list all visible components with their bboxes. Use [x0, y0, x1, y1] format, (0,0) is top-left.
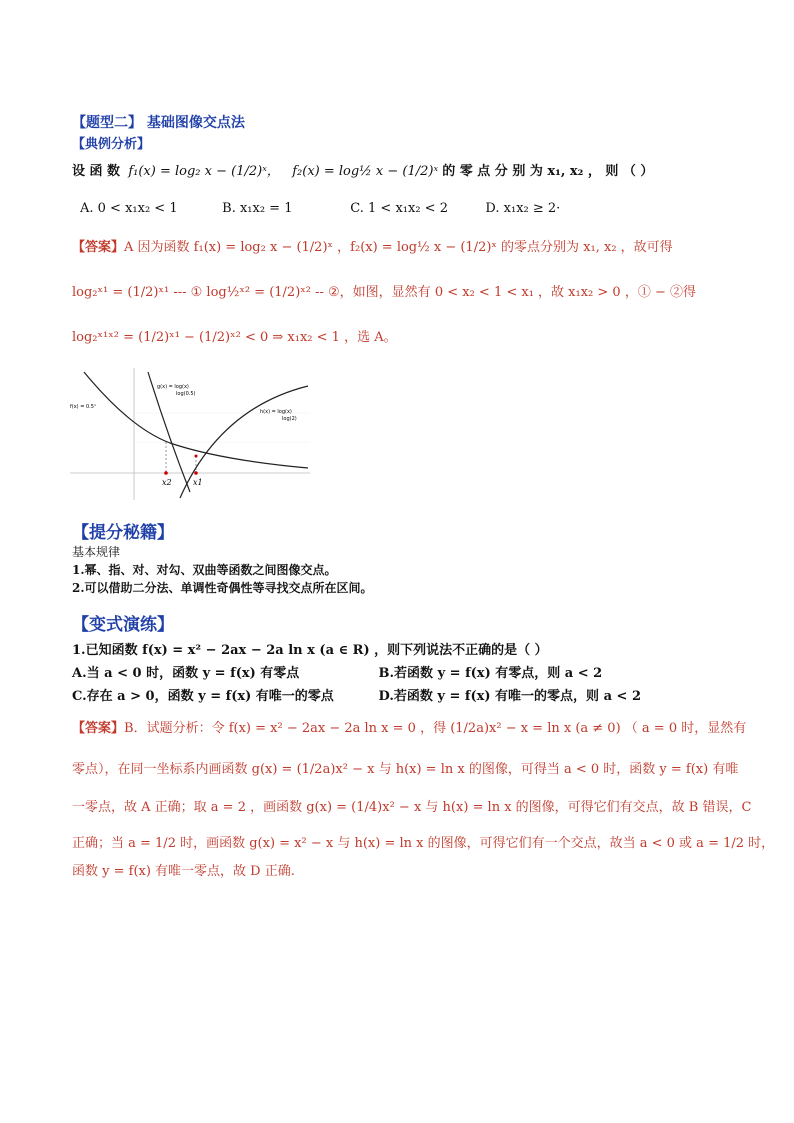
section-title-tips: 【提分秘籍】 — [72, 523, 174, 543]
label-h-bot: log(2) — [282, 416, 297, 422]
variant-options-row-1 — [72, 662, 602, 681]
question-tail: 的 零 点 分 别 为 x₁, x₂ ， 则 （ ） — [442, 164, 654, 179]
answer-line-1 — [72, 236, 673, 255]
label-x2: x2 — [162, 478, 172, 487]
formula-f1: f₁(x) = log₂ x − (1/2)ˣ， — [128, 164, 280, 179]
options-row — [80, 201, 560, 216]
rule-title: 基本规律 — [72, 545, 121, 559]
label-g-top: g(x) = log(x) — [157, 384, 189, 390]
variant-option-d: D.若函数 y = f(x) 有唯一的零点，则 a < 2 — [378, 689, 642, 704]
section-title-variant: 【变式演练】 — [72, 615, 174, 635]
option-a: A. 0 < x₁x₂ < 1 — [80, 201, 178, 216]
variant-answer-5: 函数 y = f(x) 有唯一零点，故 D 正确. — [72, 864, 295, 879]
section-title-type2: 【题型二】 基础图像交点法 — [72, 115, 245, 131]
variant-answer-2: 零点），在同一坐标系内画函数 g(x) = (1/2a)x² − x 与 h(x) = ln x 的图像，可得当 a < 0 时，函数 y = f(x) 有唯 — [72, 762, 739, 777]
variant-option-c: C.存在 a > 0，函数 y = f(x) 有唯一的零点 — [72, 689, 334, 704]
point-x1 — [194, 471, 198, 475]
label-g-bot: log(0.5) — [176, 391, 196, 397]
label-f: f(x) = 0.5ˣ — [70, 404, 97, 410]
curve-f — [84, 372, 308, 468]
typical-analysis-heading: 【典例分析】 — [72, 137, 151, 152]
option-c: C. 1 < x₁x₂ < 2 — [350, 201, 448, 216]
formula-f2: f₂(x) = log½ x − (1/2)ˣ — [292, 164, 439, 179]
answer-label: 【答案】 — [72, 240, 125, 255]
variant-answer-text-1: B．试题分析：令 f(x) = x² − 2ax − 2a ln x = 0 ，得 (1/2a)x² − x = ln x (a ≠ 0) （ a = 0 时，显然有 — [124, 721, 747, 736]
label-x1: x1 — [193, 478, 203, 487]
question-lead: 设 函 数 — [72, 164, 121, 179]
variant-answer-3: 一零点，故 A 正确；取 a = 2 ，画函数 g(x) = (1/4)x² − x 与 h(x) = ln x 的图像，可得它们有交点，故 B 错误，C — [72, 800, 752, 815]
answer-text-1: A 因为函数 f₁(x) = log₂ x − (1/2)ˣ ，f₂(x) = log½ x − (1/2)ˣ 的零点分别为 x₁, x₂ ，故可得 — [124, 240, 673, 255]
answer-line-3: log₂ˣ¹ˣ² = (1/2)ˣ¹ − (1/2)ˣ² < 0 ⇒ x₁x₂ < 1 ，选 A。 — [72, 330, 397, 345]
question-line — [72, 160, 653, 179]
label-h-top: h(x) = log(x) — [260, 409, 292, 415]
variant-question: 1.已知函数 f(x) = x² − 2ax − 2a ln x (a ∈ R) ，则下列说法不正确的是（ ） — [72, 643, 548, 658]
option-d: D. x₁x₂ ≥ 2· — [485, 201, 561, 216]
point-intersect — [195, 455, 198, 458]
point-x2 — [164, 471, 168, 475]
variant-option-b: B.若函数 y = f(x) 有零点，则 a < 2 — [378, 666, 603, 681]
option-b: B. x₁x₂ = 1 — [222, 201, 293, 216]
variant-answer-label: 【答案】 — [72, 721, 125, 736]
variant-option-a: A.当 a < 0 时，函数 y = f(x) 有零点 — [72, 666, 300, 681]
curve-g — [148, 372, 190, 492]
answer-line-2: log₂ˣ¹ = (1/2)ˣ¹ --- ① log½ˣ² = (1/2)ˣ² -- ②，如图，显然有 0 < x₂ < 1 < x₁ ，故 x₁x₂ > 0 ，① − ②得 — [72, 285, 696, 300]
rule-1: 1.幂、指、对、对勾、双曲等函数之间图像交点。 — [72, 563, 337, 577]
function-graph — [70, 368, 310, 500]
variant-options-row-2 — [72, 685, 641, 704]
variant-answer-4: 正确；当 a = 1/2 时，画函数 g(x) = x² − x 与 h(x) = ln x 的图像，可得它们有一个交点，故当 a < 0 或 a = 1/2 时， — [72, 836, 775, 851]
variant-answer-1 — [72, 717, 746, 736]
rule-2: 2.可以借助二分法、单调性奇偶性等寻找交点所在区间。 — [72, 581, 373, 595]
